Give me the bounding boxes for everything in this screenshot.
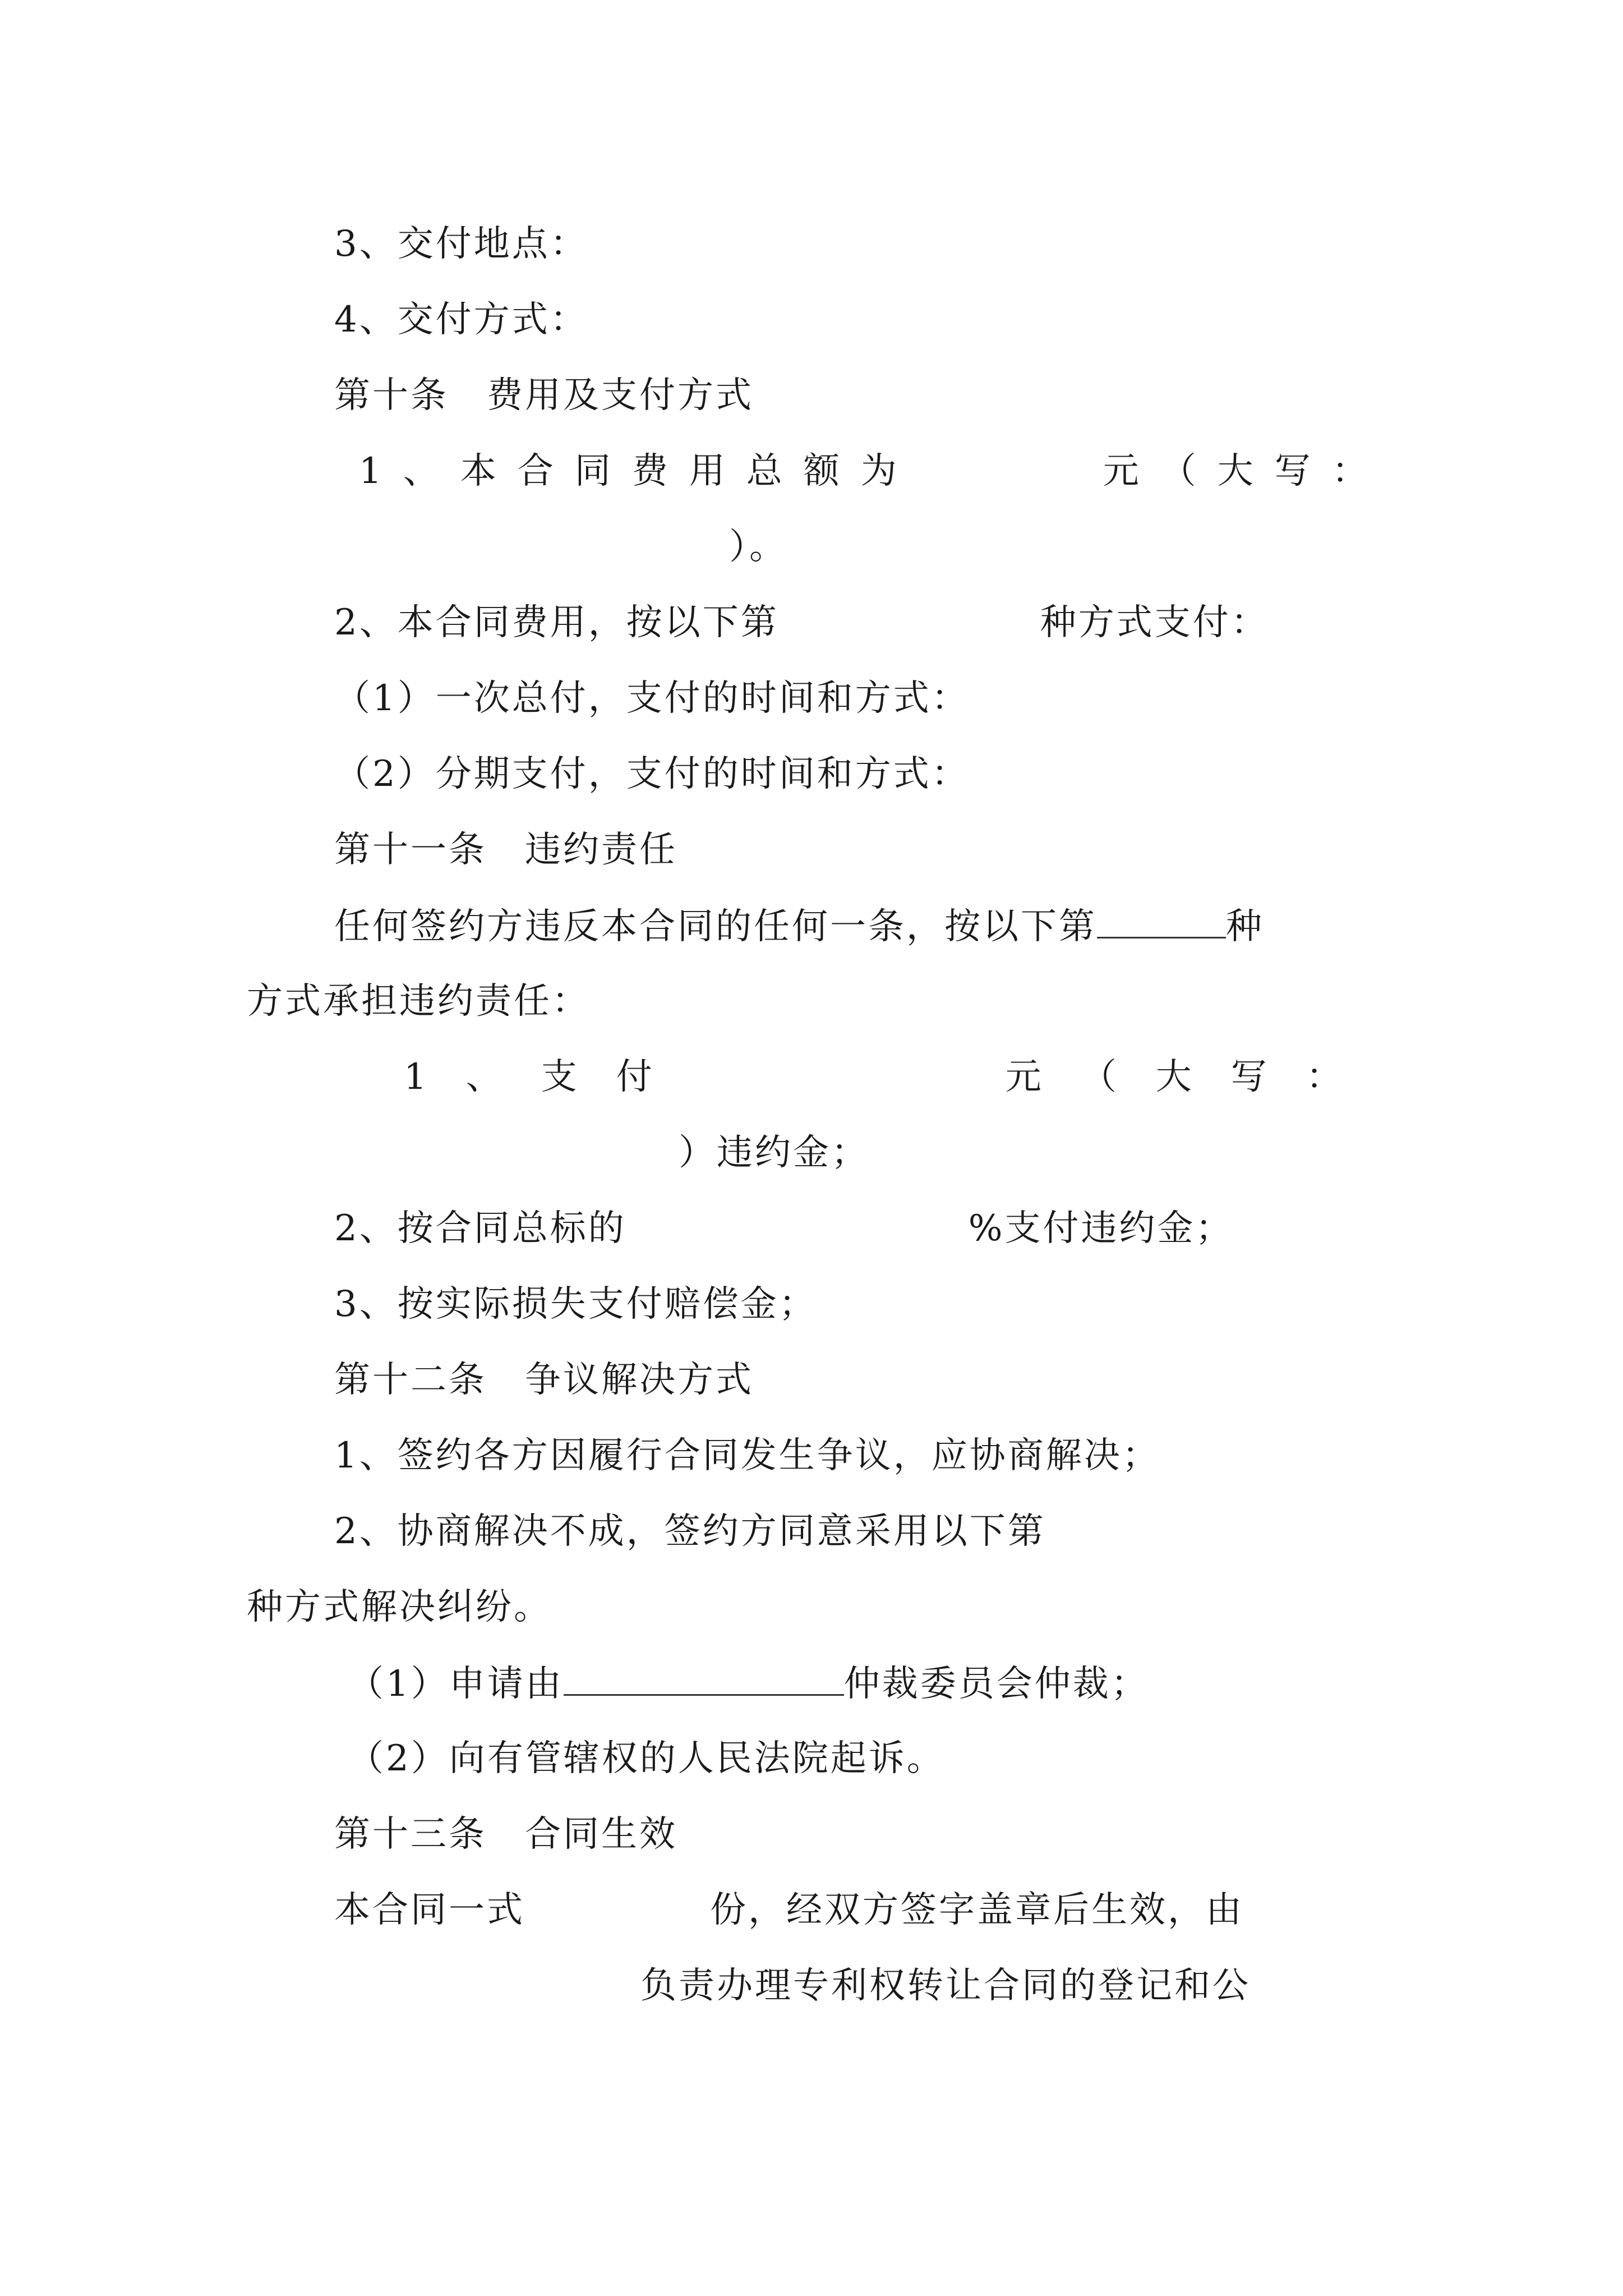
installment-line: （2）分期支付，支付的时间和方式： bbox=[334, 753, 970, 795]
dispute-choice-line: 2、协商解决不成，签约方同意采用以下第 bbox=[334, 1511, 1046, 1552]
payment-choice-line bbox=[334, 600, 1269, 645]
percent-penalty-suffix: %支付违约金； bbox=[968, 1208, 1234, 1249]
breach-continuation: 方式承担违约责任： bbox=[247, 981, 590, 1022]
total-fee-uppercase-label: 元（大写： bbox=[1103, 450, 1389, 492]
payment-choice-label: 2、本合同费用，按以下第 bbox=[334, 602, 779, 643]
total-fee-close: ）。 bbox=[729, 526, 787, 568]
payment-choice-suffix: 种方式支付： bbox=[1040, 602, 1269, 643]
breach-label: 任何签约方违反本合同的任何一条，按以下第 bbox=[334, 906, 1097, 947]
arbitration-suffix: 仲裁委员会仲裁； bbox=[843, 1663, 1149, 1705]
registration-line: 负责办理专利权转让合同的登记和公 bbox=[640, 1965, 1251, 2007]
dispute-choice-continuation: 种方式解决纠纷。 bbox=[247, 1586, 552, 1628]
breach-line bbox=[334, 903, 1264, 949]
lump-sum-line: （1）一次总付，支付的时间和方式： bbox=[334, 678, 970, 719]
total-fee-line bbox=[359, 449, 1389, 494]
copies-label: 本合同一式 bbox=[334, 1889, 525, 1931]
percent-penalty-line bbox=[334, 1206, 1234, 1251]
dispute-negotiation-line: 1、签约各方因履行合同发生争议，应协商解决； bbox=[334, 1435, 1160, 1476]
copies-suffix: 份，经双方签字盖章后生效，由 bbox=[710, 1889, 1244, 1931]
article-13-heading: 第十三条 合同生效 bbox=[334, 1814, 677, 1855]
arbitration-label: （1）申请由 bbox=[348, 1663, 564, 1705]
delivery-place-line: 3、交付地点： bbox=[334, 223, 588, 265]
breach-suffix: 种 bbox=[1226, 906, 1264, 947]
penalty-amount-label: 1、支付 bbox=[404, 1056, 691, 1098]
breach-choice-blank bbox=[1097, 903, 1226, 938]
arbitration-line bbox=[348, 1660, 1149, 1706]
court-line: （2）向有管辖权的人民法院起诉。 bbox=[348, 1738, 945, 1779]
arbitration-committee-blank bbox=[564, 1660, 844, 1696]
penalty-close: ）违约金； bbox=[679, 1132, 869, 1174]
article-10-heading: 第十条 费用及支付方式 bbox=[334, 375, 754, 416]
article-11-heading: 第十一条 违约责任 bbox=[334, 829, 677, 871]
penalty-amount-line bbox=[404, 1055, 1381, 1099]
actual-loss-line: 3、按实际损失支付赔偿金； bbox=[334, 1283, 817, 1325]
total-fee-label: 1、本合同费用总额为 bbox=[359, 450, 918, 492]
percent-penalty-label: 2、按合同总标的 bbox=[334, 1208, 626, 1249]
delivery-method-line: 4、交付方式： bbox=[334, 299, 588, 341]
copies-line bbox=[334, 1888, 1244, 1932]
penalty-uppercase-label: 元（大写： bbox=[1005, 1056, 1381, 1098]
article-12-heading: 第十二条 争议解决方式 bbox=[334, 1359, 754, 1401]
